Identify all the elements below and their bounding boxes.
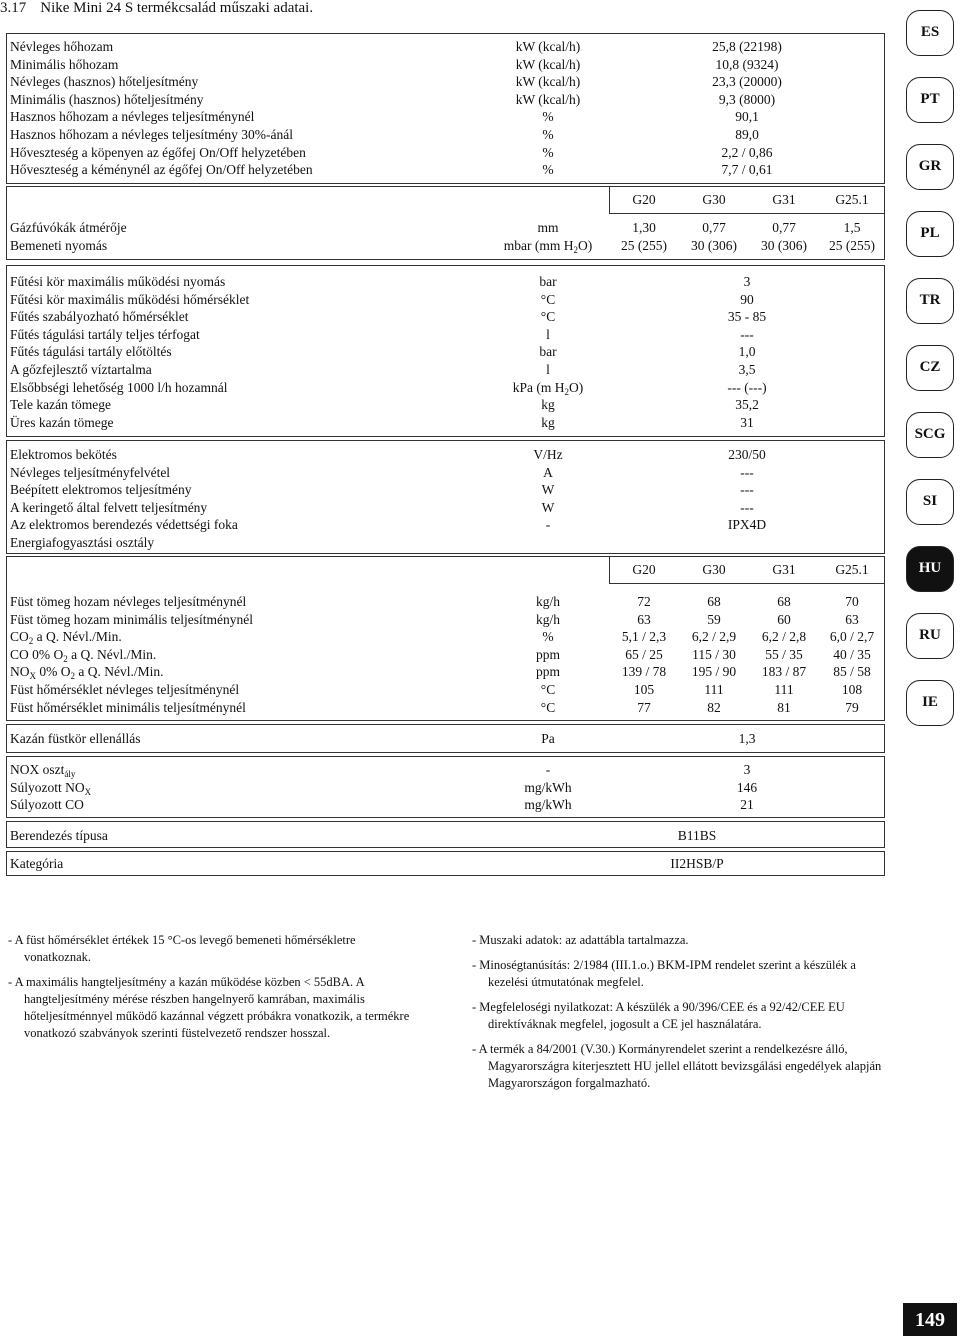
- row-label: Tele kazán tömege: [10, 397, 111, 413]
- row-value: 230/50: [728, 447, 766, 462]
- row-value: --- (---): [727, 379, 767, 395]
- row-unit: °C: [540, 682, 556, 697]
- table-row: [7, 516, 884, 534]
- value-g31: 55 / 35: [765, 646, 803, 662]
- row-value: 2,2 / 0,86: [721, 144, 773, 160]
- row-unit: mbar (mm $H_2O$): [503, 238, 593, 255]
- value-g31: 81: [777, 699, 791, 715]
- value-g20: 5,1 / 2,3: [621, 629, 667, 645]
- row-label: Füst hőmérséklet névleges teljesítménynél: [10, 682, 240, 697]
- table-row: [7, 343, 884, 361]
- table-row: [7, 464, 884, 482]
- row-label: $NO_X$ 0% $O_2$ a Q. Névl./Min.: [10, 664, 164, 682]
- row-label: Hőveszteség a kéménynél az égőfej On/Off helyzetében: [10, 162, 313, 178]
- value-g25: 85 / 58: [833, 664, 871, 680]
- gas-header-row: [7, 191, 884, 209]
- row-unit: mm: [537, 220, 559, 235]
- value-g20: 1,30: [632, 220, 656, 235]
- category-table: [6, 851, 885, 876]
- row-unit: l: [546, 326, 550, 342]
- row-label: NOX oszt$_{ály}$: [10, 762, 76, 779]
- electrical-table: [6, 440, 885, 554]
- language-tab-ru[interactable]: RU: [906, 613, 954, 659]
- value-g30: 115 / 30: [692, 646, 736, 662]
- value-g25: 108: [841, 682, 863, 697]
- table-row: [7, 161, 884, 179]
- header-underline: [609, 213, 884, 214]
- flue-resistance-row: [7, 730, 884, 748]
- row-label: Elektromos bekötés: [10, 447, 117, 462]
- row-unit: %: [542, 162, 554, 178]
- note-item: - Muszaki adatok: az adattábla tartalmazza.: [472, 933, 689, 947]
- value-g30: 68: [707, 594, 721, 609]
- language-tab-scg[interactable]: SCG: [906, 412, 954, 458]
- row-value: 89,0: [735, 127, 759, 142]
- row-label: Füst hőmérséklet minimális teljesítménynél: [10, 699, 246, 715]
- table-row: [7, 361, 884, 379]
- gas-header-g30: G30: [702, 562, 726, 577]
- language-tab-tr[interactable]: TR: [906, 278, 954, 324]
- table-row: [7, 446, 884, 464]
- row-value: ---: [740, 464, 754, 480]
- heating-circuit-table: [6, 265, 885, 437]
- table-row: [7, 56, 884, 74]
- page-number: 149: [903, 1303, 957, 1336]
- gas-header-row: [7, 561, 884, 579]
- row-label: Elsőbbségi lehetőség 1000 l/h hozamnál: [10, 379, 228, 395]
- table-row: [7, 108, 884, 126]
- notes-left: [8, 932, 420, 1050]
- value-g25: 79: [845, 699, 859, 715]
- table-row: [7, 646, 884, 664]
- note-item: - Minoségtanúsítás: 2/1984 (III.1.o.) BKM-IPM rendelet szerint a készülék a kezelési útmutatónak megfelel.: [472, 958, 856, 989]
- row-value: 25,8 (22198): [712, 39, 782, 54]
- row-label: Az elektromos berendezés védettségi foka: [10, 517, 238, 533]
- value-g20: 65 / 25: [625, 646, 663, 662]
- language-tab-es[interactable]: ES: [906, 10, 954, 56]
- row-unit: l: [546, 362, 550, 377]
- value-g20: 63: [637, 611, 651, 627]
- row-label: A keringető által felvett teljesítmény: [10, 499, 208, 515]
- value-g20: 77: [637, 699, 651, 715]
- language-tab-pl[interactable]: PL: [906, 211, 954, 257]
- language-tab-cz[interactable]: CZ: [906, 345, 954, 391]
- table-row: [7, 534, 884, 552]
- row-label: Névleges (hasznos) hőteljesítmény: [10, 74, 199, 90]
- row-value: 31: [740, 414, 754, 430]
- appliance-type-row: [7, 827, 884, 845]
- row-label: Energiafogyasztási osztály: [10, 535, 155, 550]
- gas-header-g31: G31: [772, 562, 796, 577]
- row-value: 9,3 (8000): [718, 91, 776, 107]
- value-g30: 0,77: [702, 220, 726, 235]
- row-unit: kW (kcal/h): [515, 91, 581, 107]
- row-unit: bar: [539, 274, 557, 289]
- value-g20: 72: [637, 594, 651, 609]
- row-unit: °C: [540, 309, 556, 325]
- row-unit: kg/h: [535, 611, 560, 627]
- value-g31: 6,2 / 2,8: [761, 629, 807, 645]
- row-value: 3,5: [738, 362, 756, 377]
- gas-header-g25: G25.1: [835, 192, 869, 207]
- value-g25: 40 / 35: [833, 646, 871, 662]
- table-row: [7, 326, 884, 344]
- notes-right: [472, 932, 886, 1100]
- table-row: [7, 379, 884, 397]
- row-label: Üres kazán tömege: [10, 414, 114, 430]
- table-row: [7, 499, 884, 517]
- row-label: Hasznos hőhozam a névleges teljesítmény 30%-ánál: [10, 127, 294, 142]
- row-label: Fűtés tágulási tartály előtöltés: [10, 344, 172, 360]
- row-unit: %: [542, 127, 554, 142]
- value-g30: 111: [704, 682, 724, 697]
- nozzle-row: [7, 219, 884, 237]
- row-label: Fűtés szabályozható hőmérséklet: [10, 309, 189, 325]
- value-g25: 6,0 / 2,7: [829, 629, 875, 645]
- table-row: [7, 481, 884, 499]
- row-label: Hasznos hőhozam a névleges teljesítménynél: [10, 109, 255, 125]
- appliance-type-table: [6, 821, 885, 848]
- row-value: 146: [736, 779, 758, 795]
- emissions-table: [6, 756, 885, 818]
- table-row: [7, 761, 884, 779]
- row-unit: ppm: [535, 664, 560, 680]
- row-unit: kg: [541, 397, 555, 413]
- table-row: [7, 38, 884, 56]
- value-g20: 139 / 78: [621, 664, 667, 680]
- value-g31: 30 (306): [760, 238, 808, 253]
- row-value: 10,8 (9324): [715, 56, 779, 72]
- note-item: - A füst hőmérséklet értékek 15 °C-os levegő bemeneti hőmérsékletre vonatkoznak.: [8, 933, 356, 964]
- row-label: A gőzfejlesztő víztartalma: [10, 362, 152, 377]
- row-label: Hőveszteség a köpenyen az égőfej On/Off helyzetében: [10, 144, 306, 160]
- table-row: [7, 628, 884, 646]
- row-unit: bar: [539, 344, 557, 360]
- row-label: Minimális hőhozam: [10, 56, 119, 72]
- row-value: 1,0: [738, 344, 756, 360]
- gas-data-table: [6, 186, 885, 260]
- row-label: Névleges teljesítményfelvétel: [10, 464, 171, 480]
- row-value: 7,7 / 0,61: [721, 162, 773, 178]
- language-tab-gr[interactable]: GR: [906, 144, 954, 190]
- row-unit: %: [542, 629, 554, 645]
- row-label: Minimális (hasznos) hőteljesítmény: [10, 91, 204, 107]
- row-unit: kg/h: [535, 594, 560, 609]
- row-label: Füst tömeg hozam minimális teljesítménynél: [10, 611, 253, 627]
- language-tab-hu[interactable]: HU: [906, 546, 954, 592]
- row-value: ---: [740, 499, 754, 515]
- section-title: [0, 0, 960, 17]
- note-item: - Megfeleloségi nyilatkozat: A készülék a 90/396/CEE és a 92/42/CEE EU direktíváknak megfelel, jogosult a CE jel használatára.: [472, 1000, 845, 1031]
- row-label: Beépített elektromos teljesítmény: [10, 482, 192, 498]
- row-unit: kW (kcal/h): [515, 39, 581, 54]
- pressure-row: [7, 237, 884, 255]
- row-unit: kPa (m $H_2O$): [512, 379, 584, 397]
- row-label: CO 0% $O_2$ a Q. Névl./Min.: [10, 646, 157, 664]
- table-row: [7, 308, 884, 326]
- row-value: IPX4D: [727, 517, 767, 533]
- row-unit: mg/kWh: [524, 779, 572, 795]
- table-row: [7, 796, 884, 814]
- gas-header-g20: G20: [632, 562, 656, 577]
- table-row: [7, 663, 884, 681]
- row-label: Fűtési kör maximális működési nyomás: [10, 274, 226, 289]
- row-label: Berendezés típusa: [10, 828, 108, 843]
- row-label: Kategória: [10, 856, 64, 871]
- value-g25: 63: [845, 611, 859, 627]
- table-row: [7, 291, 884, 309]
- row-label: Névleges hőhozam: [10, 39, 114, 54]
- value-g31: 111: [774, 682, 794, 697]
- row-unit: V/Hz: [533, 447, 563, 462]
- table-row: [7, 144, 884, 162]
- row-unit: -: [545, 762, 551, 777]
- row-label: Súlyozott $NO_X$: [10, 779, 92, 797]
- gas-header-g20: G20: [632, 192, 656, 207]
- row-value: B11BS: [677, 828, 717, 843]
- row-unit: W: [541, 499, 555, 515]
- row-label: $CO_2$ a Q. Névl./Min.: [10, 629, 122, 647]
- row-label: Fűtési kör maximális működési hőmérséklet: [10, 291, 250, 307]
- row-unit: °C: [540, 291, 556, 307]
- row-unit: W: [541, 482, 555, 498]
- table-row: [7, 396, 884, 414]
- row-label: Gázfúvókák átmérője: [10, 220, 127, 235]
- language-tab-ie[interactable]: IE: [906, 680, 954, 726]
- row-unit: kW (kcal/h): [515, 74, 581, 90]
- gas-header-g31: G31: [772, 192, 796, 207]
- row-unit: Pa: [541, 731, 555, 746]
- table-row: [7, 681, 884, 699]
- table-row: [7, 593, 884, 611]
- value-g31: 183 / 87: [761, 664, 807, 680]
- flue-resistance-table: [6, 724, 885, 753]
- value-g31: 60: [777, 611, 791, 627]
- value-g30: 82: [707, 699, 721, 715]
- row-unit: A: [543, 464, 553, 480]
- note-item: - A termék a 84/2001 (V.30.) Kormányrendelet szerint a rendelkezésre álló, Magyarországra kiterjesztett HU jellel ellátott bevizsgálási engedélyek alapján Magyarországon forgalmazható.: [472, 1042, 882, 1090]
- row-value: 23,3 (20000): [712, 74, 782, 90]
- value-g31: 0,77: [772, 220, 796, 235]
- row-value: 3: [743, 274, 751, 289]
- gas-header-g30: G30: [702, 192, 726, 207]
- row-value: ---: [740, 326, 754, 342]
- row-unit: ppm: [535, 646, 560, 662]
- value-g25: 25 (255): [828, 238, 876, 253]
- row-unit: °C: [540, 699, 556, 715]
- table-row: [7, 699, 884, 717]
- row-value: 1,3: [738, 731, 756, 746]
- table-row: [7, 273, 884, 291]
- row-value: 90,1: [735, 109, 759, 125]
- row-unit: %: [542, 144, 554, 160]
- row-label: Súlyozott CO: [10, 797, 84, 813]
- value-g25: 70: [845, 594, 859, 609]
- row-value: 90: [740, 291, 754, 307]
- gas-header-g25: G25.1: [835, 562, 869, 577]
- value-g30: 30 (306): [690, 238, 738, 253]
- value-g30: 195 / 90: [691, 664, 737, 680]
- table-row: [7, 779, 884, 797]
- section-title-text: Nike Mini 24 S termékcsalád műszaki adatai.: [40, 0, 314, 16]
- row-unit: mg/kWh: [524, 797, 572, 813]
- row-value: 35,2: [735, 397, 759, 413]
- row-unit: kg: [541, 414, 555, 430]
- section-number: 3.17: [0, 0, 27, 16]
- value-g25: 1,5: [843, 220, 861, 235]
- row-value: 3: [743, 762, 751, 777]
- row-label: Kazán füstkör ellenállás: [10, 731, 141, 746]
- row-label: Fűtés tágulási tartály teljes térfogat: [10, 326, 200, 342]
- table-row: [7, 414, 884, 432]
- table-row: [7, 73, 884, 91]
- flue-gas-table: [6, 556, 885, 721]
- language-tab-si[interactable]: SI: [906, 479, 954, 525]
- value-g31: 68: [777, 594, 791, 609]
- row-value: II2HSB/P: [670, 856, 724, 871]
- header-underline: [609, 583, 884, 584]
- row-label: Füst tömeg hozam névleges teljesítménynél: [10, 594, 247, 609]
- value-g20: 105: [633, 682, 655, 697]
- table-row: [7, 611, 884, 629]
- row-unit: %: [542, 109, 554, 125]
- heat-output-table: [6, 33, 885, 184]
- note-item: - A maximális hangteljesítmény a kazán működése közben < 55dBA. A hangteljesítmény mérése részben hangelnyerő kamrában, maximális hőteljesítménnyel működő kazánnal végzett próbákra vonatkozik, a termékre vonatkozó szabványok szerinti füstelvezető rendszer hosszal.: [8, 975, 410, 1040]
- row-value: ---: [740, 482, 754, 498]
- row-unit: kW (kcal/h): [515, 56, 581, 72]
- category-row: [7, 855, 884, 873]
- value-g30: 6,2 / 2,9: [691, 629, 737, 645]
- row-value: 21: [740, 797, 754, 813]
- value-g20: 25 (255): [620, 238, 668, 253]
- value-g30: 59: [707, 611, 721, 627]
- row-unit: -: [545, 517, 551, 533]
- row-value: 35 - 85: [727, 309, 767, 325]
- row-label: Bemeneti nyomás: [10, 238, 108, 253]
- language-tab-pt[interactable]: PT: [906, 77, 954, 123]
- table-row: [7, 91, 884, 109]
- table-row: [7, 126, 884, 144]
